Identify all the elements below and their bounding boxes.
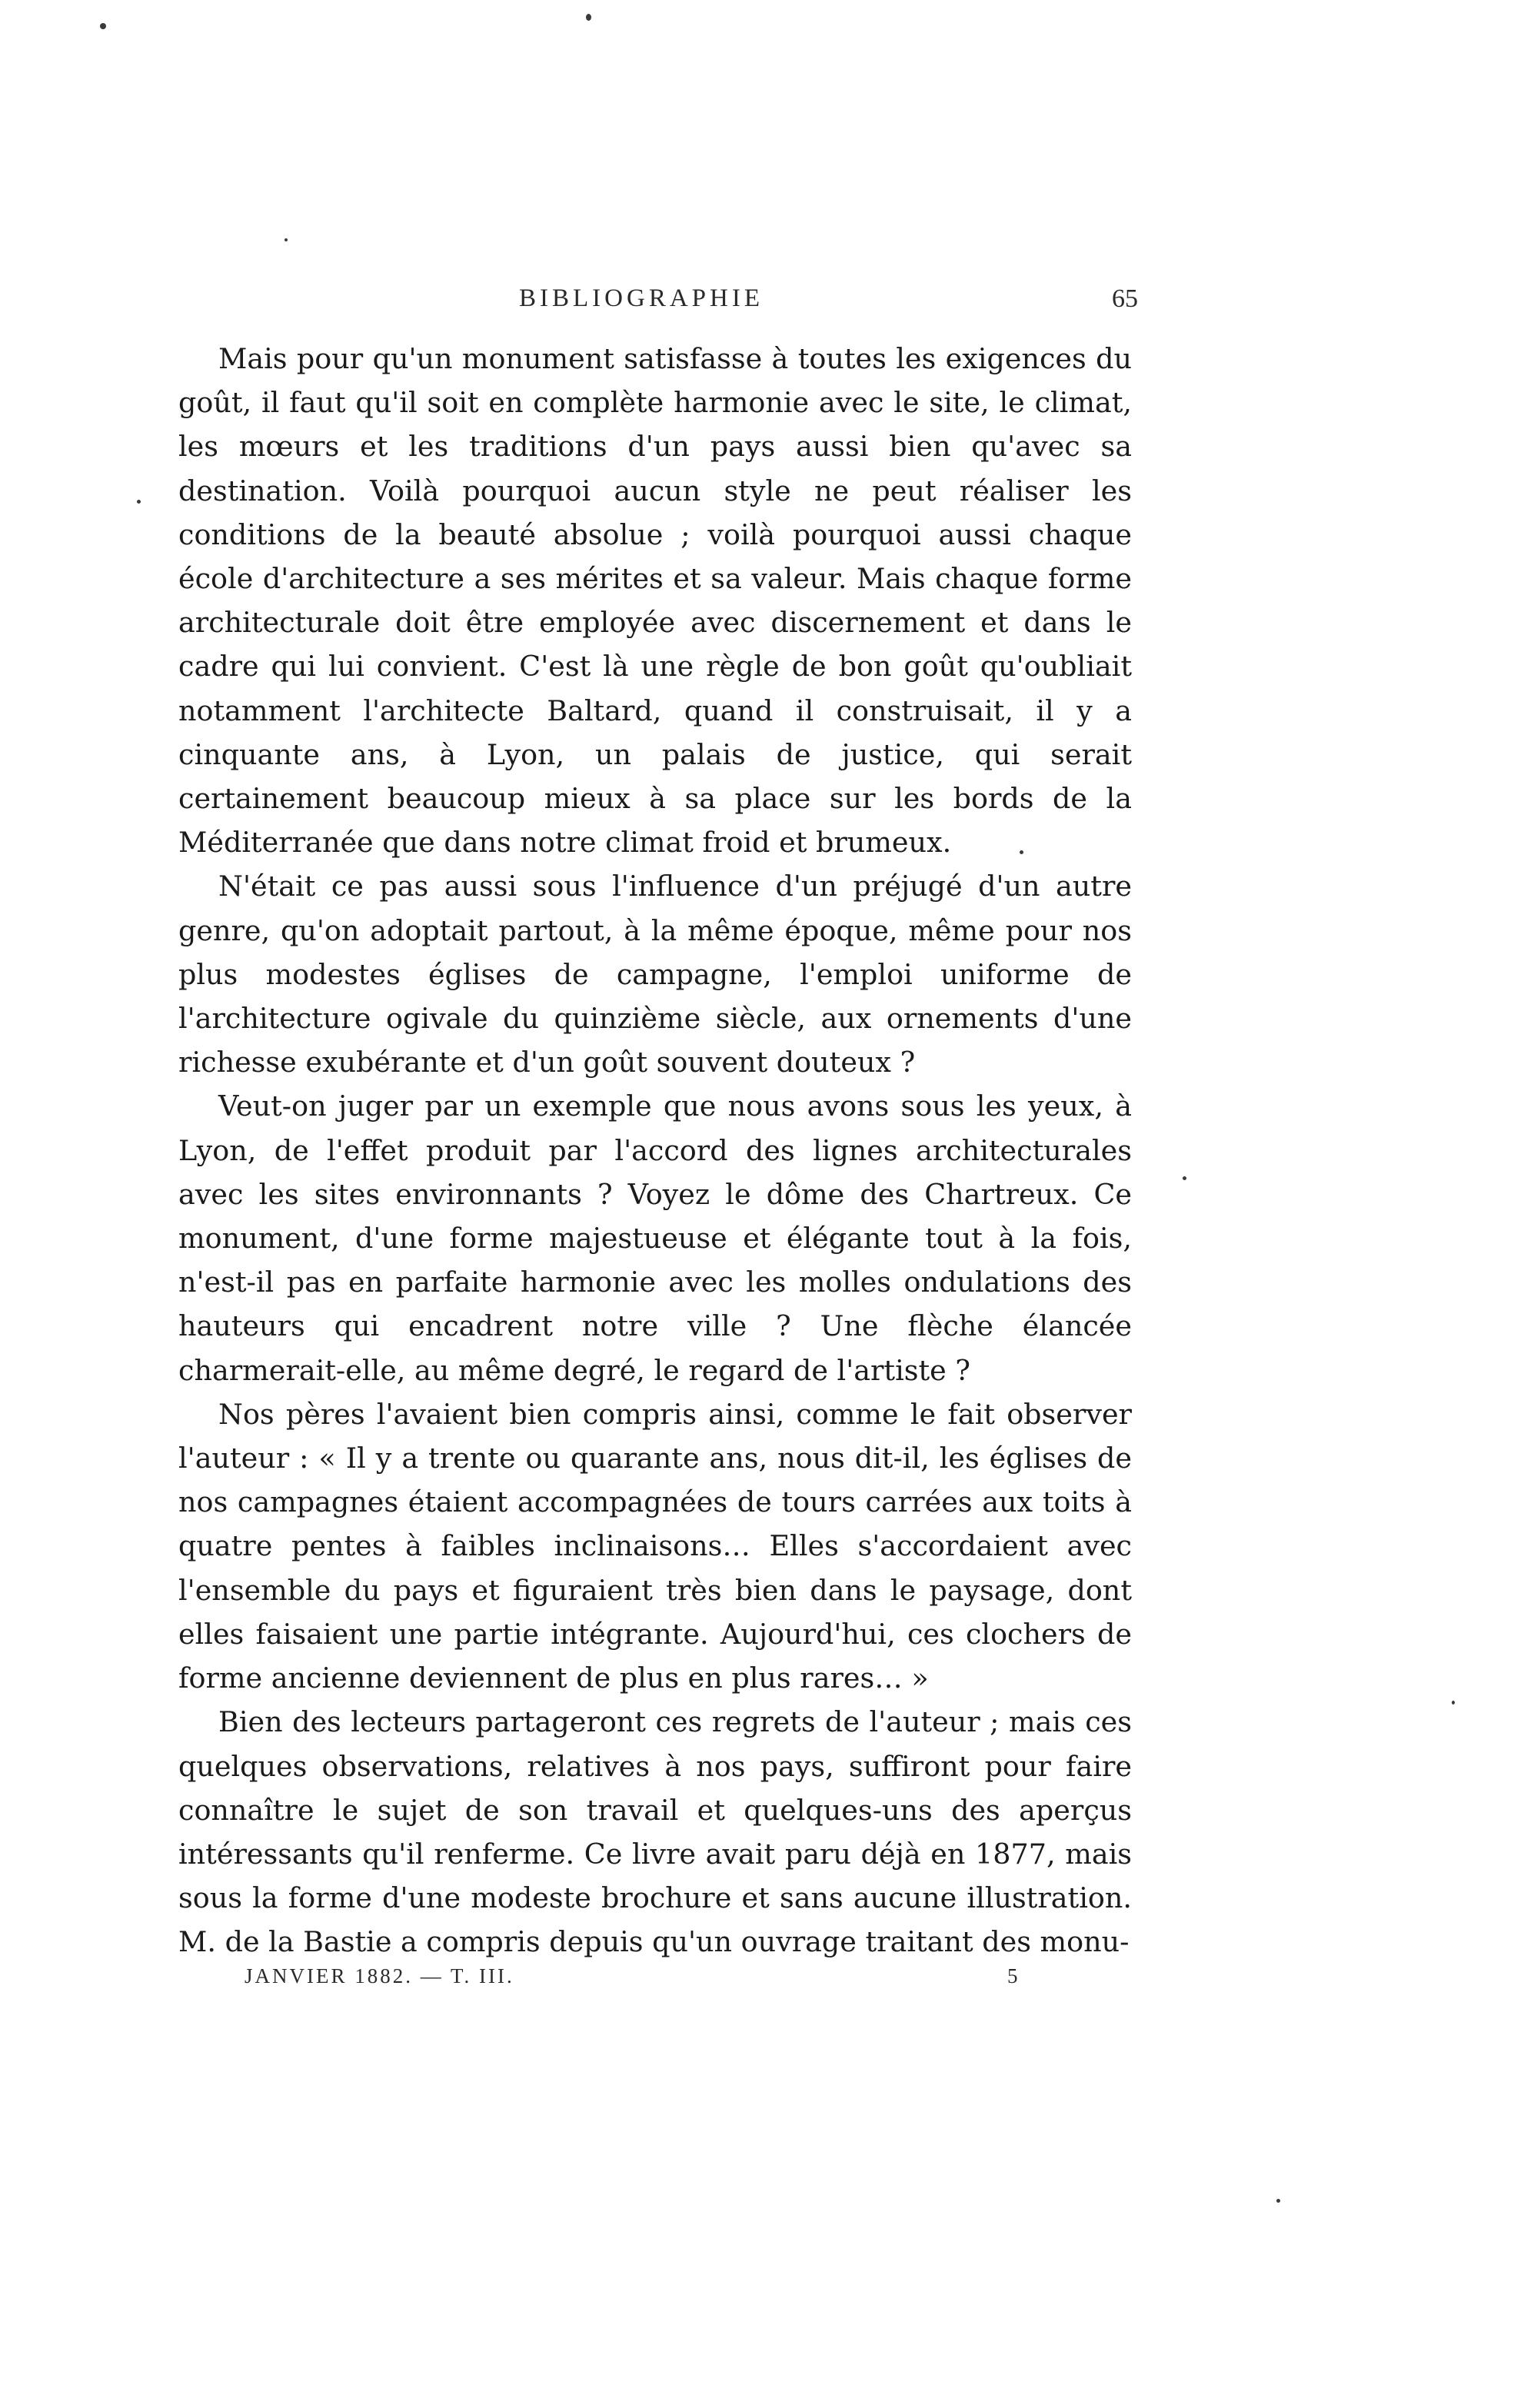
scan-speck <box>284 238 288 241</box>
paragraph-3: Veut-on juger par un exemple que nous avons sous les yeux, à Lyon, de l'effet produit par l'accord des lignes architecturales avec les sites environnants ? Voyez le dôme des Chartreux. Ce monument, d'une forme majestueuse et élégante tout à la fois, n'est-il pas en parfaite harmonie avec les molles ondulations des hauteurs qui encadrent notre ville ? Une flèche élancée charmerait-elle, au même degré, le regard de l'artiste ? <box>178 1089 1132 1387</box>
scan-speck <box>137 500 141 504</box>
signature-line: JANVIER 1882. — T. III. <box>245 1964 514 1987</box>
paragraph-4: Nos pères l'avaient bien compris ainsi, comme le fait observer l'auteur : « Il y a trente ou quarante ans, nous dit-il, les églises de nos campagnes étaient accompagnées de tours carrées aux toits à quatre pentes à faibles inclinaisons… Elles s'accordaient avec l'ensemble du pays et figuraient très bien dans le paysage, dont elles faisaient une partie intégrante. Aujourd'hui, ces clochers de forme ancienne deviennent de plus en plus rares… » <box>178 1397 1132 1695</box>
running-title: BIBLIOGRAPHIE <box>519 284 764 312</box>
page-number: 65 <box>1112 284 1138 313</box>
paragraph-5: Bien des lecteurs partageront ces regrets de l'auteur ; mais ces quelques observations, relatives à nos pays, suffiront pour faire connaître le sujet de son travail et quelques-uns des aperçus intéressants qu'il renferme. Ce livre avait paru déjà en 1877, mais sous la forme d'une modeste brochure et sans aucune illustration. M. de la Bastie a compris depuis qu'un ouvrage traitant des monu- <box>178 1705 1132 1959</box>
sheet-number: 5 <box>1007 1964 1018 1987</box>
scan-speck <box>1452 1701 1455 1705</box>
paragraph-1: Mais pour qu'un monument satisfasse à toutes les exigences du goût, il faut qu'il soit en complète harmonie avec le site, le climat, les mœurs et les traditions d'un pays aussi bien qu'avec sa destination. Voilà pourquoi aucun style ne peut réaliser les conditions de la beauté absolue ; voilà pourquoi aussi chaque école d'architecture a ses mérites et sa valeur. Mais chaque forme architecturale doit être employée avec discernement et dans le cadre qui lui convient. C'est là une règle de bon goût qu'oubliait notamment l'architecte Baltard, quand il construisait, il y a cinquante ans, à Lyon, un palais de justice, qui serait certainement beaucoup mieux à sa place sur les bords de la Méditerranée que dans notre climat froid et brumeux. <box>178 342 1132 860</box>
scan-speck <box>1276 2199 1280 2203</box>
body-text <box>178 337 1132 1964</box>
paragraph-2: N'était ce pas aussi sous l'influence d'un préjugé d'un autre genre, qu'on adoptait partout, à la même époque, même pour nos plus modestes églises de campagne, l'emploi uniforme de l'architecture ogivale du quinzième siècle, aux ornements d'une richesse exubérante et d'un goût souvent douteux ? <box>178 870 1132 1079</box>
scan-speck <box>100 23 106 29</box>
scan-speck <box>1183 1176 1186 1180</box>
scan-speck <box>1020 850 1023 854</box>
running-head <box>177 284 1138 320</box>
footer <box>177 1964 1130 1995</box>
scan-speck <box>586 14 591 21</box>
